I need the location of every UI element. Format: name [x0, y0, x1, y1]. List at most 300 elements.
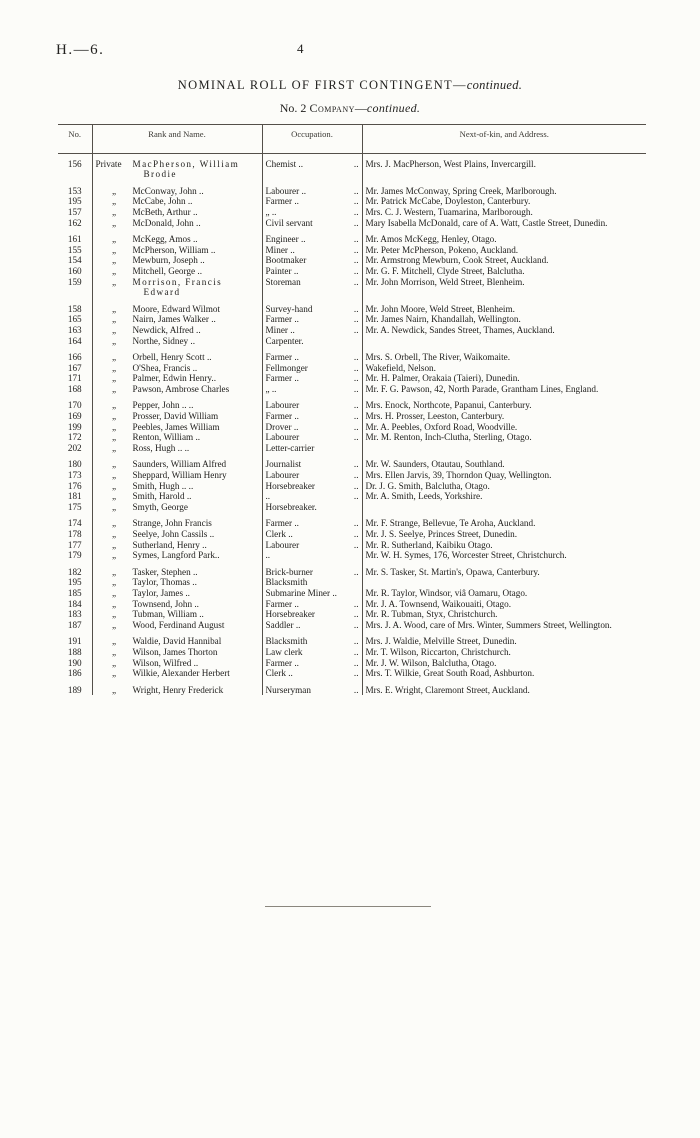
row-name: Tubman, William .. — [132, 609, 204, 620]
table-row — [58, 529, 646, 540]
row-rank: „ — [111, 352, 117, 363]
row-next-of-kin: Mr. James McConway, Spring Creek, Marlborough. — [365, 185, 557, 196]
row-number: 173 — [67, 470, 82, 481]
table-row — [58, 561, 646, 578]
leader-dots: .. — [353, 217, 359, 228]
row-number: 156 — [67, 158, 82, 169]
row-rank: „ — [111, 668, 117, 679]
row-rank: „ — [111, 566, 117, 577]
table-row — [58, 373, 646, 384]
page-number: 4 — [297, 41, 304, 56]
row-next-of-kin: Mr. A. Newdick, Sandes Street, Thames, Auckland. — [365, 324, 555, 335]
table-row — [58, 540, 646, 551]
leader-dots: .. — [353, 255, 359, 266]
row-name: Sheppard, William Henry — [132, 470, 227, 481]
row-occupation: Labourer — [265, 432, 300, 443]
leader-dots: .. — [353, 491, 359, 502]
row-rank: „ — [111, 619, 117, 630]
table-row — [58, 491, 646, 502]
table-row — [58, 180, 646, 197]
row-occupation: Bootmaker — [265, 255, 307, 266]
row-next-of-kin: Mr. J. W. Wilson, Balclutha, Otago. — [365, 657, 497, 668]
leader-dots: .. — [353, 566, 359, 577]
row-rank: „ — [111, 276, 117, 287]
table-row — [58, 470, 646, 481]
subtitle-dash: — — [354, 101, 367, 115]
row-rank: „ — [111, 185, 117, 196]
row-next-of-kin: Mrs. Enock, Northcote, Papanui, Canterbury. — [365, 400, 532, 411]
table-row — [58, 550, 646, 561]
row-name: McKegg, Amos .. — [132, 234, 198, 245]
table-row — [58, 512, 646, 529]
row-next-of-kin: Mr. T. Wilson, Riccarton, Christchurch. — [365, 646, 511, 657]
leader-dots: .. — [353, 206, 359, 217]
row-rank: „ — [111, 587, 117, 598]
row-number: 165 — [67, 314, 82, 325]
table-row — [58, 153, 646, 180]
table-row — [58, 228, 646, 245]
row-next-of-kin: Mrs. E. Wright, Claremont Street, Auckland. — [365, 684, 530, 695]
row-rank: „ — [111, 362, 117, 373]
row-name: Palmer, Edwin Henry.. — [132, 373, 216, 384]
row-number: 158 — [67, 303, 82, 314]
table-row — [58, 443, 646, 454]
row-number: 182 — [67, 566, 82, 577]
row-occupation: Law clerk — [265, 646, 303, 657]
table-row — [58, 394, 646, 411]
leader-dots — [357, 502, 359, 513]
row-rank: „ — [111, 265, 117, 276]
row-rank: „ — [111, 657, 117, 668]
table-row — [58, 668, 646, 679]
row-next-of-kin: Mr. R. Taylor, Windsor, viâ Oamaru, Otago. — [365, 587, 528, 598]
row-number: 184 — [67, 598, 82, 609]
row-name: Peebles, James William — [132, 421, 220, 432]
row-name: Smyth, George — [132, 501, 188, 512]
document-title — [0, 78, 700, 93]
subtitle-no: No. 2 — [279, 101, 310, 115]
row-occupation: Horsebreaker — [265, 609, 315, 620]
row-next-of-kin: Mr. Peter McPherson, Pokeno, Auckland. — [365, 244, 519, 255]
row-next-of-kin: Wakefield, Nelson. — [365, 362, 436, 373]
row-name: Wright, Henry Frederick — [132, 684, 224, 695]
row-name: Pepper, John .. .. — [132, 400, 194, 411]
row-rank: „ — [111, 684, 117, 695]
row-name: Moore, Edward Wilmot — [132, 303, 220, 314]
leader-dots — [357, 336, 359, 347]
row-number: 175 — [67, 501, 82, 512]
row-next-of-kin: Mr. Amos McKegg, Henley, Otago. — [365, 234, 497, 245]
leader-dots: .. — [353, 400, 359, 411]
row-next-of-kin: Mrs. C. J. Western, Tuamarina, Marlborough. — [365, 206, 533, 217]
row-occupation: Clerk .. — [265, 668, 293, 679]
row-name: Mewburn, Joseph .. — [132, 255, 205, 266]
document-subtitle — [0, 101, 700, 116]
row-number: 162 — [67, 217, 82, 228]
table-row — [58, 255, 646, 266]
leader-dots: .. — [353, 383, 359, 394]
row-name: Mitchell, George .. — [132, 265, 202, 276]
row-occupation: .. — [265, 491, 271, 502]
leader-dots: .. — [353, 373, 359, 384]
row-next-of-kin: Mr. W. H. Symes, 176, Worcester Street, Christchurch. — [365, 550, 567, 561]
table-row — [58, 453, 646, 470]
row-occupation: Horsebreaker — [265, 480, 315, 491]
table-row — [58, 609, 646, 620]
leader-dots: .. — [353, 234, 359, 245]
row-number: 190 — [67, 657, 82, 668]
table-row — [58, 588, 646, 599]
row-occupation: Nurseryman — [265, 684, 311, 695]
row-number: 189 — [67, 684, 82, 695]
table-row — [58, 245, 646, 256]
row-number: 166 — [67, 352, 82, 363]
row-occupation: Miner .. — [265, 244, 295, 255]
row-name: McCabe, John .. — [132, 196, 193, 207]
leader-dots: .. — [353, 518, 359, 529]
row-number: 153 — [67, 185, 82, 196]
row-number: 195 — [67, 577, 82, 588]
header-occupation: Occupation. — [262, 125, 362, 154]
row-number: 176 — [67, 480, 82, 491]
row-occupation: Saddler .. — [265, 619, 301, 630]
table-row — [58, 411, 646, 422]
row-name: McBeth, Arthur .. — [132, 206, 198, 217]
row-occupation: Farmer .. — [265, 598, 299, 609]
row-next-of-kin: Mr. A. Smith, Leeds, Yorkshire. — [365, 491, 483, 502]
row-name: Smith, Hugh .. .. — [132, 480, 194, 491]
row-name: Northe, Sidney .. — [132, 335, 196, 346]
row-number: 161 — [67, 234, 82, 245]
table-header-row — [58, 125, 646, 154]
table-row — [58, 336, 646, 347]
row-occupation: Labourer — [265, 470, 300, 481]
row-rank: „ — [111, 324, 117, 335]
leader-dots: .. — [353, 196, 359, 207]
row-next-of-kin: Mr. A. Peebles, Oxford Road, Woodville. — [365, 421, 518, 432]
row-name: MacPherson, William Brodie — [132, 158, 240, 180]
leader-dots: .. — [353, 411, 359, 422]
row-number: 154 — [67, 255, 82, 266]
leader-dots: .. — [353, 158, 359, 169]
row-rank: „ — [111, 255, 117, 266]
row-next-of-kin: Mrs. S. Orbell, The River, Waikomaite. — [365, 352, 511, 363]
row-occupation: Drover .. — [265, 421, 299, 432]
row-number: 183 — [67, 609, 82, 620]
table-row — [58, 481, 646, 492]
row-name: Strange, John Francis — [132, 518, 212, 529]
table-row — [58, 314, 646, 325]
row-rank: „ — [111, 491, 117, 502]
row-number: 167 — [67, 362, 82, 373]
row-number: 181 — [67, 491, 82, 502]
row-occupation: Survey-hand — [265, 303, 313, 314]
table-row — [58, 630, 646, 647]
table-row — [58, 502, 646, 513]
row-rank: „ — [111, 550, 117, 561]
row-rank: „ — [111, 609, 117, 620]
row-number: 164 — [67, 335, 82, 346]
table-row — [58, 207, 646, 218]
leader-dots: .. — [353, 646, 359, 657]
table-row — [58, 218, 646, 229]
row-rank: „ — [111, 480, 117, 491]
row-rank: „ — [111, 196, 117, 207]
leader-dots: .. — [353, 539, 359, 550]
row-rank: „ — [111, 646, 117, 657]
row-number: 169 — [67, 411, 82, 422]
row-occupation: Storeman — [265, 276, 301, 287]
row-rank: „ — [111, 577, 117, 588]
header-next-of-kin: Next-of-kin, and Address. — [362, 125, 646, 154]
row-name: Saunders, William Alfred — [132, 459, 227, 470]
table-row — [58, 298, 646, 315]
row-rank: „ — [111, 636, 117, 647]
leader-dots: .. — [353, 480, 359, 491]
title-continued: continued. — [466, 78, 523, 92]
row-number: 160 — [67, 265, 82, 276]
row-occupation: Labourer .. — [265, 185, 307, 196]
row-rank: Private — [95, 158, 122, 169]
row-number: 179 — [67, 550, 82, 561]
row-rank: „ — [111, 518, 117, 529]
leader-dots: .. — [353, 314, 359, 325]
row-name: Waldie, David Hannibal — [132, 636, 222, 647]
row-next-of-kin: Dr. J. G. Smith, Balclutha, Otago. — [365, 480, 490, 491]
leader-dots — [357, 588, 359, 599]
row-occupation: Farmer .. — [265, 314, 299, 325]
row-occupation: Brick-burner — [265, 566, 313, 577]
table-row — [58, 266, 646, 277]
row-number: 199 — [67, 421, 82, 432]
row-next-of-kin: Mr. R. Sutherland, Kaibiku Otago. — [365, 539, 493, 550]
row-rank: „ — [111, 459, 117, 470]
row-rank: „ — [111, 217, 117, 228]
separator-rule — [265, 906, 431, 907]
row-number: 187 — [67, 619, 82, 630]
leader-dots: .. — [353, 636, 359, 647]
title-dash: — — [452, 78, 467, 92]
leader-dots: .. — [353, 432, 359, 443]
leader-dots: .. — [353, 352, 359, 363]
leader-dots: .. — [353, 265, 359, 276]
leader-dots — [357, 443, 359, 454]
row-name: Seelye, John Cassils .. — [132, 529, 215, 539]
row-rank: „ — [111, 501, 117, 512]
leader-dots: .. — [353, 668, 359, 679]
row-number: 174 — [67, 518, 82, 529]
header-rank-and-name: Rank and Name. — [92, 125, 262, 154]
row-name: Ross, Hugh .. .. — [132, 442, 190, 453]
row-name: Taylor, James .. — [132, 587, 190, 598]
row-name: Renton, William .. — [132, 432, 201, 443]
row-number: 172 — [67, 432, 82, 443]
row-number: 180 — [67, 459, 82, 470]
row-number: 202 — [67, 442, 82, 453]
row-next-of-kin: Mr. G. F. Mitchell, Clyde Street, Balclutha. — [365, 265, 525, 276]
row-occupation: „ .. — [265, 383, 277, 394]
row-next-of-kin: Mrs. J. A. Wood, care of Mrs. Winter, Summers Street, Wellington. — [365, 619, 612, 630]
row-next-of-kin: Mr. M. Renton, Inch-Clutha, Sterling, Otago. — [365, 432, 532, 443]
row-rank: „ — [111, 442, 117, 453]
leader-dots: .. — [353, 244, 359, 255]
row-next-of-kin: Mr. Armstrong Mewburn, Cook Street, Auckland. — [365, 255, 549, 266]
leader-dots: .. — [353, 598, 359, 609]
row-number: 188 — [67, 646, 82, 657]
row-rank: „ — [111, 244, 117, 255]
row-occupation: Submarine Miner .. — [265, 587, 337, 598]
leader-dots: .. — [353, 459, 359, 470]
leader-dots: .. — [353, 619, 359, 630]
row-next-of-kin: Mr. F. G. Pawson, 42, North Parade, Grantham Lines, England. — [365, 383, 599, 394]
row-name: Smith, Harold .. — [132, 491, 192, 502]
leader-dots: .. — [353, 657, 359, 668]
doc-reference: H.—6. — [56, 42, 105, 58]
leader-dots: .. — [353, 529, 359, 539]
row-rank: „ — [111, 400, 117, 411]
row-rank: „ — [111, 206, 117, 217]
row-name: Nairn, James Walker .. — [132, 314, 216, 325]
row-number: 186 — [67, 668, 82, 679]
row-rank: „ — [111, 598, 117, 609]
row-occupation: Farmer .. — [265, 657, 299, 668]
row-number: 185 — [67, 587, 82, 598]
leader-dots: .. — [353, 303, 359, 314]
row-next-of-kin: Mr. S. Tasker, St. Martin's, Opawa, Canterbury. — [365, 566, 540, 577]
row-next-of-kin: Mr. R. Tubman, Styx, Christchurch. — [365, 609, 498, 620]
row-number: 157 — [67, 206, 82, 217]
row-occupation: Clerk .. — [265, 529, 293, 539]
row-name: Wood, Ferdinand August — [132, 619, 225, 630]
leader-dots: .. — [353, 362, 359, 373]
row-occupation: Journalist — [265, 459, 302, 470]
row-occupation: Labourer — [265, 539, 300, 550]
row-occupation: Civil servant — [265, 217, 313, 228]
row-rank: „ — [111, 539, 117, 550]
leader-dots: .. — [353, 684, 359, 695]
leader-dots — [357, 577, 359, 588]
row-name: Morrison, Francis Edward — [132, 276, 223, 298]
row-rank: „ — [111, 529, 117, 539]
row-rank: „ — [111, 421, 117, 432]
row-number: 178 — [67, 529, 82, 539]
row-next-of-kin: Mary Isabella McDonald, care of A. Watt, Castle Street, Dunedin. — [365, 217, 608, 228]
row-occupation: Engineer .. — [265, 234, 306, 245]
title-main: NOMINAL ROLL OF FIRST CONTINGENT — [177, 78, 453, 92]
row-occupation: Labourer — [265, 400, 300, 411]
row-number: 159 — [67, 276, 82, 287]
row-number: 177 — [67, 539, 82, 550]
table-row — [58, 422, 646, 433]
table-row — [58, 577, 646, 588]
row-occupation: Farmer .. — [265, 352, 299, 363]
row-next-of-kin: Mr. W. Saunders, Otautau, Southland. — [365, 459, 505, 470]
row-occupation: Blacksmith — [265, 577, 308, 588]
row-next-of-kin: Mr. H. Palmer, Orakaia (Taieri), Dunedin. — [365, 373, 520, 384]
row-name: Prosser, David William — [132, 411, 219, 422]
row-rank: „ — [111, 383, 117, 394]
table-row — [58, 384, 646, 395]
leader-dots — [357, 550, 359, 561]
row-rank: „ — [111, 411, 117, 422]
row-rank: „ — [111, 470, 117, 481]
subtitle-company: Company — [309, 101, 355, 115]
row-occupation: Farmer .. — [265, 373, 299, 384]
row-occupation: Farmer .. — [265, 411, 299, 422]
leader-dots: .. — [353, 185, 359, 196]
table-row — [58, 325, 646, 336]
row-next-of-kin: Mrs. J. MacPherson, West Plains, Invercargill. — [365, 158, 536, 169]
row-name: Townsend, John .. — [132, 598, 199, 609]
row-rank: „ — [111, 234, 117, 245]
row-occupation: .. — [265, 550, 271, 561]
row-occupation: Blacksmith — [265, 636, 308, 647]
row-occupation: Fellmonger — [265, 362, 308, 373]
row-rank: „ — [111, 335, 117, 346]
row-next-of-kin: Mrs. H. Prosser, Leeston, Canterbury. — [365, 411, 505, 422]
row-name: Pawson, Ambrose Charles — [132, 383, 230, 394]
row-occupation: Chemist .. — [265, 158, 304, 169]
row-number: 168 — [67, 383, 82, 394]
leader-dots: .. — [353, 276, 359, 287]
leader-dots: .. — [353, 609, 359, 620]
row-next-of-kin: Mrs. J. Waldie, Melville Street, Dunedin. — [365, 636, 517, 647]
table-row — [58, 196, 646, 207]
table-row — [58, 599, 646, 610]
leader-dots: .. — [353, 421, 359, 432]
row-number: 155 — [67, 244, 82, 255]
row-occupation: Miner .. — [265, 324, 295, 335]
row-next-of-kin: Mrs. Ellen Jarvis, 39, Thorndon Quay, Wellington. — [365, 470, 552, 481]
row-name: Wilson, Wilfred .. — [132, 657, 199, 668]
table-row — [58, 363, 646, 374]
row-name: Sutherland, Henry .. — [132, 539, 207, 550]
table-row — [58, 277, 646, 298]
row-next-of-kin: Mr. J. S. Seelye, Princes Street, Dunedin. — [365, 529, 518, 539]
row-rank: „ — [111, 373, 117, 384]
row-next-of-kin: Mr. J. A. Townsend, Waikouaiti, Otago. — [365, 598, 512, 609]
row-next-of-kin: Mrs. T. Wilkie, Great South Road, Ashburton. — [365, 668, 535, 679]
nominal-roll-table — [58, 124, 646, 695]
row-name: Orbell, Henry Scott .. — [132, 352, 212, 363]
row-next-of-kin: Mr. F. Strange, Bellevue, Te Aroha, Auckland. — [365, 518, 536, 529]
row-number: 195 — [67, 196, 82, 207]
nominal-roll-table-wrap — [58, 124, 646, 695]
row-name: Tasker, Stephen .. — [132, 566, 198, 577]
row-next-of-kin: Mr. James Nairn, Khandallah, Wellington. — [365, 314, 521, 325]
row-occupation: Painter .. — [265, 265, 299, 276]
row-number: 170 — [67, 400, 82, 411]
row-occupation: Horsebreaker. — [265, 501, 317, 512]
row-name: McConway, John .. — [132, 185, 204, 196]
row-next-of-kin: Mr. John Moore, Weld Street, Blenheim. — [365, 303, 515, 314]
table-row — [58, 432, 646, 443]
row-next-of-kin: Mr. Patrick McCabe, Doyleston, Canterbury. — [365, 196, 531, 207]
row-name: Wilkie, Alexander Herbert — [132, 668, 230, 679]
row-rank: „ — [111, 314, 117, 325]
table-row — [58, 346, 646, 363]
row-occupation: Farmer .. — [265, 196, 299, 207]
row-next-of-kin: Mr. John Morrison, Weld Street, Blenheim. — [365, 276, 525, 287]
row-name: Wilson, James Thorton — [132, 646, 218, 657]
table-row — [58, 658, 646, 669]
row-name: O'Shea, Francis .. — [132, 362, 198, 373]
row-name: McPherson, William .. — [132, 244, 216, 255]
row-number: 171 — [67, 373, 82, 384]
leader-dots: .. — [353, 470, 359, 481]
row-name: Symes, Langford Park.. — [132, 550, 220, 561]
row-occupation: „ .. — [265, 206, 277, 217]
